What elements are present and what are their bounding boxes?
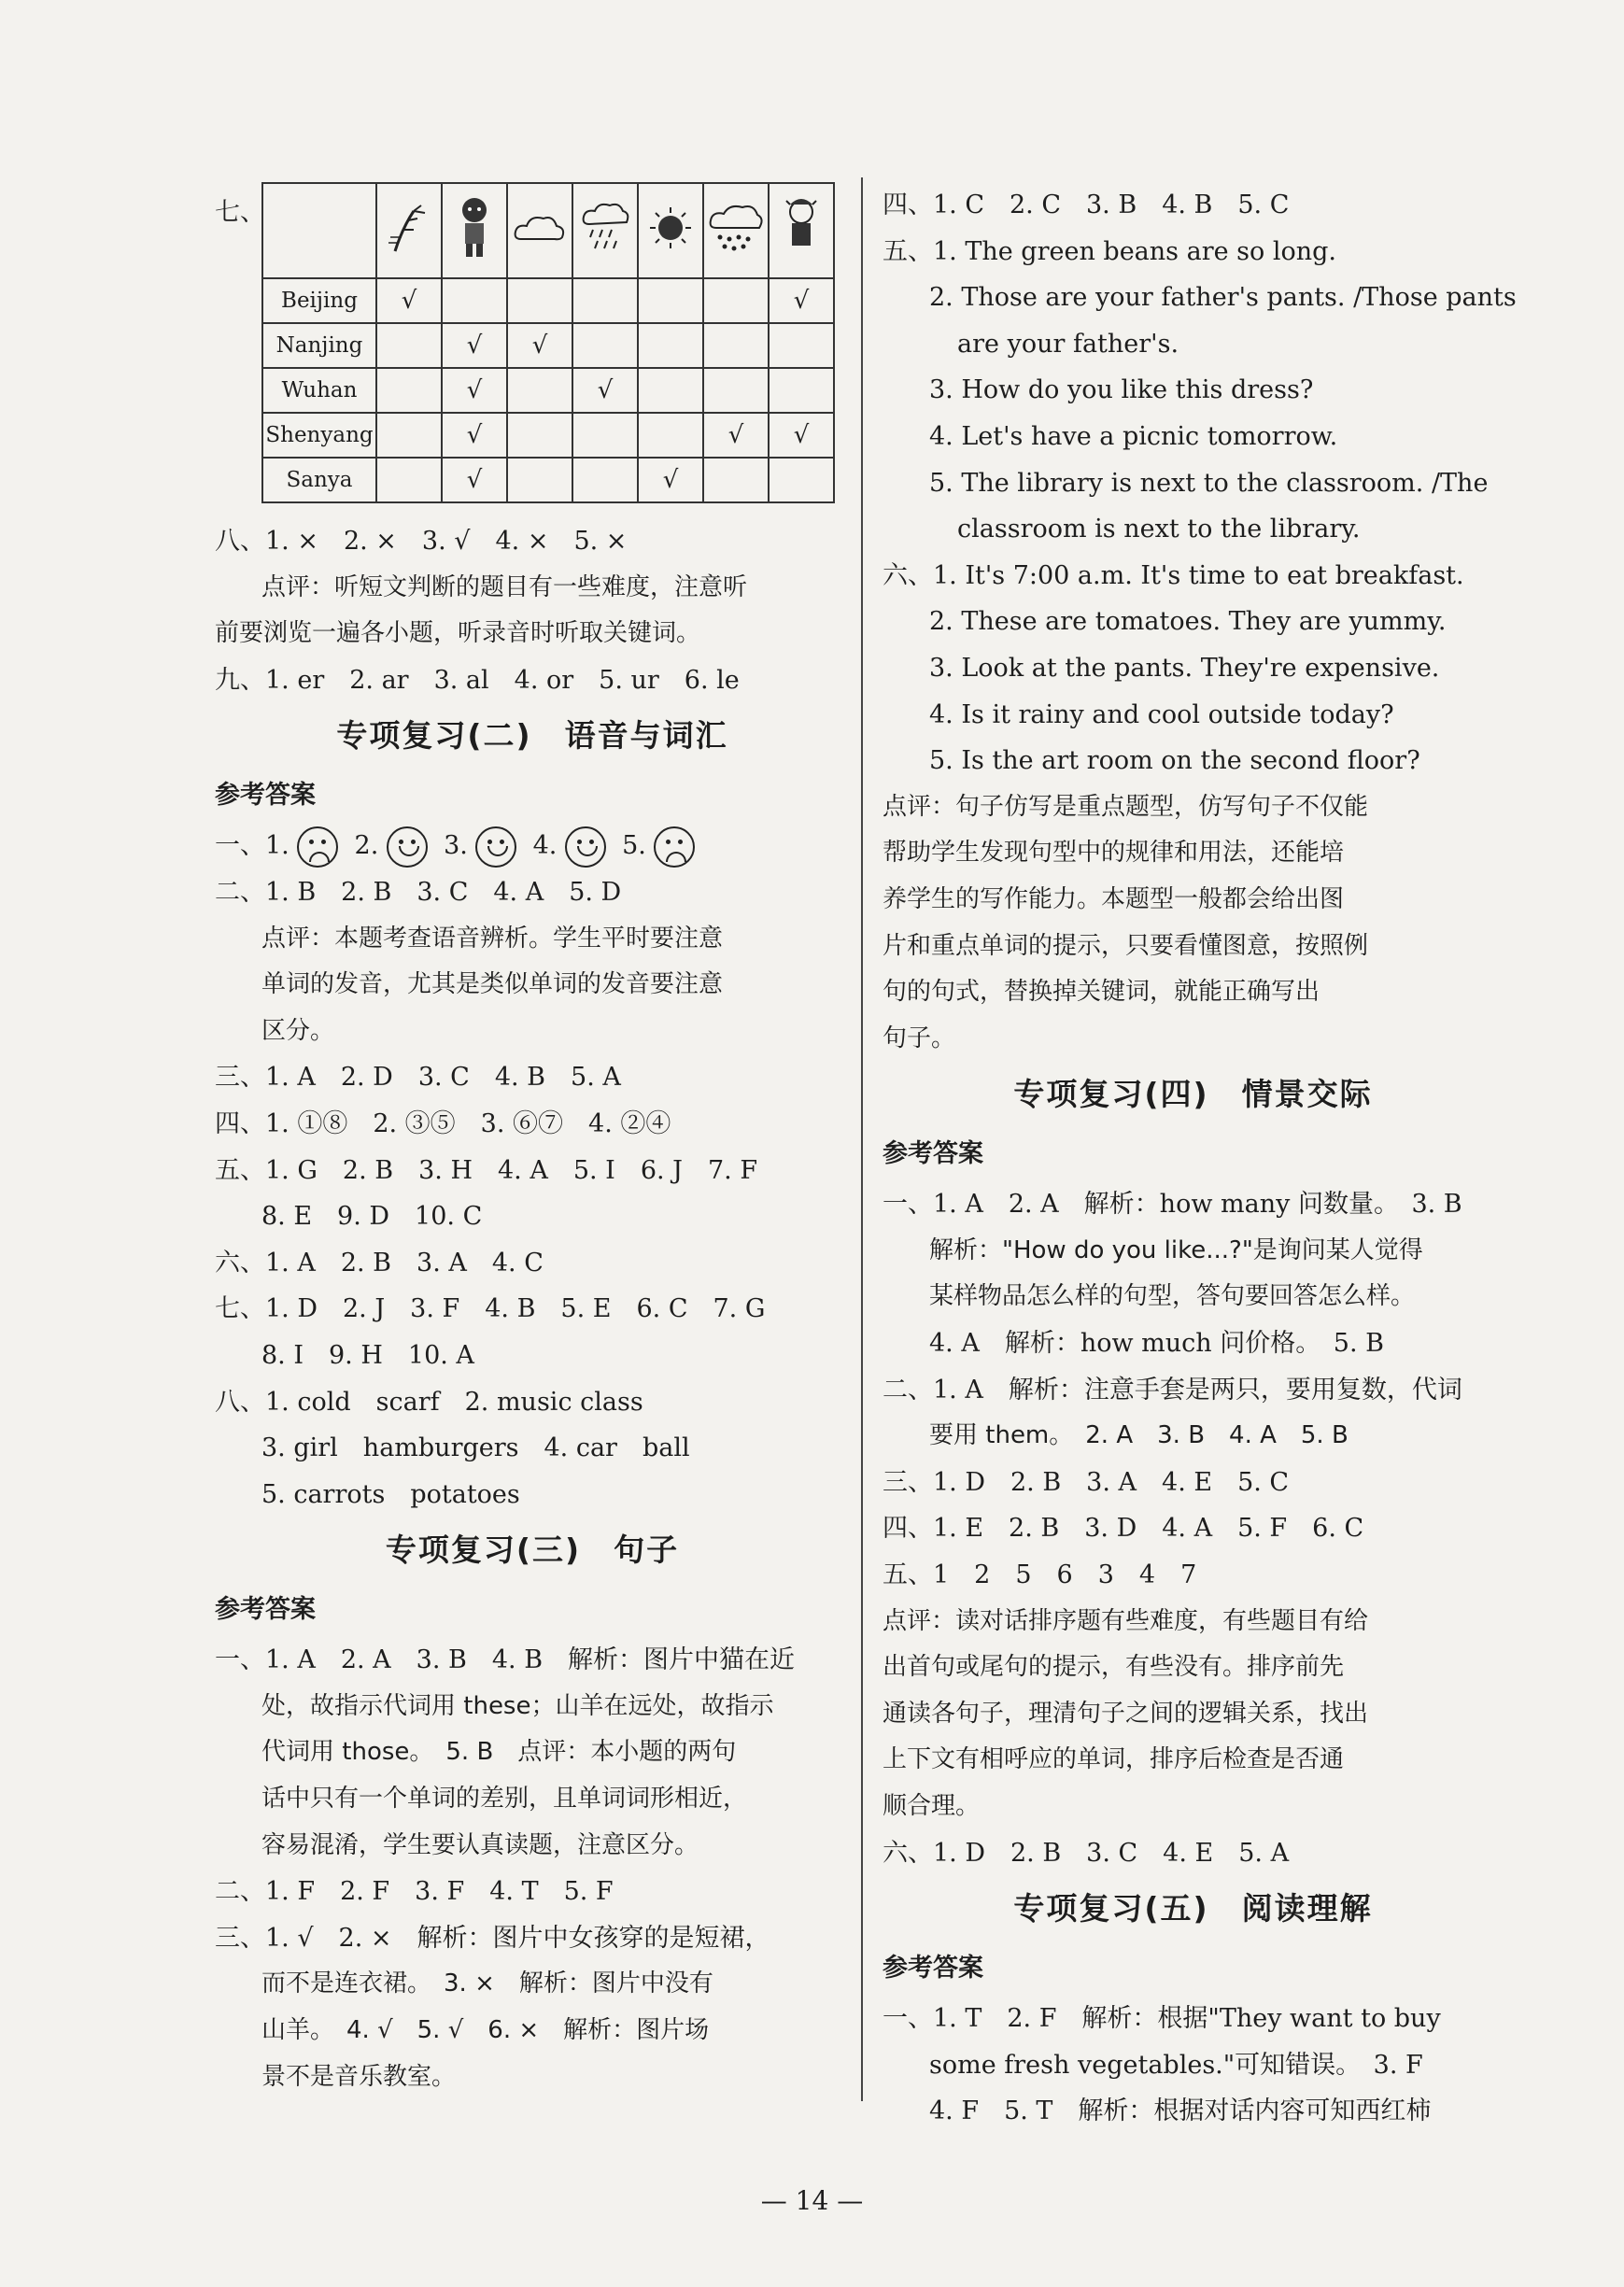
- answer-line: 容易混淆，学生要认真读题，注意区分。: [261, 1830, 699, 1859]
- comment-line: 片和重点单词的提示，只要看懂图意，按照例: [883, 931, 1369, 960]
- answer-line: 8. E 9. D 10. C: [261, 1202, 483, 1232]
- answer-line: 三、1. √ 2. × 解析：图片中女孩穿的是短裙，: [215, 1923, 770, 1953]
- answer-line: 景不是音乐教室。: [261, 2062, 457, 2091]
- answer-line: 解析："How do you like...?"是询问某人觉得: [929, 1235, 1423, 1264]
- reference-answer-label: 参考答案: [215, 1595, 316, 1625]
- table-row: Wuhan √ √: [262, 368, 834, 413]
- comment-line: 帮助学生发现句型中的规律和用法，还能培: [883, 839, 1345, 868]
- answer-line: 八、1. cold scarf 2. music class: [215, 1387, 643, 1417]
- answer-line: are your father's.: [957, 329, 1179, 359]
- answer-line: 六、1. It's 7:00 a.m. It's time to eat breakfast.: [883, 560, 1464, 590]
- table-row: Beijing √ √: [262, 278, 834, 323]
- answer-line-faces: 一、1. 2. 3. 4. 5.: [215, 823, 850, 869]
- answer-line: 3. girl hamburgers 4. car ball: [261, 1433, 690, 1463]
- left-column: [215, 182, 850, 2100]
- section-heading: 专项复习(二) 语音与词汇: [336, 717, 728, 755]
- answer-line: 2. These are tomatoes. They are yummy.: [929, 607, 1447, 637]
- answer-line: classroom is next to the library.: [957, 515, 1361, 544]
- answer-line: 4. Let's have a picnic tomorrow.: [929, 421, 1338, 451]
- answer-line: 一、1. A 2. A 解析：how many 问数量。 3. B: [883, 1190, 1462, 1220]
- rain-icon: [572, 183, 638, 278]
- comment-line: 点评：听短文判断的题目有一些难度，注意听: [261, 572, 748, 601]
- reference-answer-label: 参考答案: [215, 781, 316, 811]
- section-heading: 专项复习(四) 情景交际: [1013, 1076, 1373, 1113]
- smile-face-icon: [387, 826, 428, 868]
- answer-line: 4. Is it rainy and cool outside today?: [929, 699, 1394, 729]
- answer-line: 六、1. D 2. B 3. C 4. E 5. A: [883, 1838, 1290, 1868]
- answer-line: 5. Is the art room on the second floor?: [929, 746, 1420, 776]
- smile-face-icon: [565, 826, 606, 868]
- answer-line: 二、1. B 2. B 3. C 4. A 5. D: [215, 877, 622, 907]
- answer-line: 五、1. G 2. B 3. H 4. A 5. I 6. J 7. F: [215, 1155, 758, 1185]
- comment-line: 区分。: [261, 1016, 335, 1045]
- comment-line: 句的句式，替换掉关键词，就能正确写出: [883, 978, 1320, 1007]
- cloudy-icon: [507, 183, 572, 278]
- answer-line: 要用 them。 2. A 3. B 4. A 5. B: [929, 1421, 1349, 1450]
- answer-line: 五、1 2 5 6 3 4 7: [883, 1560, 1197, 1590]
- comment-line: 点评：读对话排序题有些难度，有些题目有给: [883, 1606, 1369, 1635]
- weather-table: [261, 182, 835, 503]
- answer-line: 四、1. ①⑧ 2. ③⑤ 3. ⑥⑦ 4. ②④: [215, 1108, 671, 1138]
- answer-line: 六、1. A 2. B 3. A 4. C: [215, 1248, 544, 1278]
- snow-icon: [703, 183, 769, 278]
- answer-line: 5. carrots potatoes: [261, 1479, 520, 1509]
- answer-line: 3. How do you like this dress?: [929, 375, 1314, 405]
- sunny-icon: [638, 183, 703, 278]
- answer-line: 三、1. A 2. D 3. C 4. B 5. A: [215, 1063, 621, 1093]
- comment-line: 句子。: [883, 1024, 956, 1052]
- comment-line: 养学生的写作能力。本题型一般都会给出图: [883, 884, 1345, 913]
- answer-line: 二、1. A 解析：注意手套是两只，要用复数，代词: [883, 1375, 1462, 1405]
- answer-line: 4. F 5. T 解析：根据对话内容可知西红柿: [929, 2096, 1432, 2126]
- person-icon: [442, 183, 507, 278]
- answer-line: 4. A 解析：how much 问价格。 5. B: [929, 1329, 1384, 1359]
- answer-line: 2. Those are your father's pants. /Those pants: [929, 283, 1517, 313]
- cold-person-icon: [769, 183, 834, 278]
- table-row: Nanjing √ √: [262, 323, 834, 368]
- answer-line: 五、1. The green beans are so long.: [883, 236, 1337, 266]
- answer-line: 七、1. D 2. J 3. F 4. B 5. E 6. C 7. G: [215, 1294, 766, 1324]
- answer-line: 山羊。 4. √ 5. √ 6. × 解析：图片场: [261, 2016, 710, 2045]
- answer-line: 5. The library is next to the classroom. /The: [929, 468, 1489, 498]
- windy-icon: [376, 183, 442, 278]
- answer-line: 一、1. T 2. F 解析：根据"They want to buy: [883, 2004, 1441, 2034]
- answer-line: 四、1. E 2. B 3. D 4. A 5. F 6. C: [883, 1514, 1364, 1544]
- table-row: Shenyang √ √ √: [262, 413, 834, 458]
- table-header-row: [262, 183, 834, 278]
- sad-face-icon: [297, 826, 338, 868]
- comment-line: 顺合理。: [883, 1792, 981, 1820]
- comment-line: 通读各句子，理清句子之间的逻辑关系，找出: [883, 1699, 1369, 1728]
- answer-line: 四、1. C 2. C 3. B 4. B 5. C: [883, 191, 1290, 219]
- weather-table-block: [215, 182, 850, 518]
- sad-face-icon: [654, 826, 695, 868]
- answer-line: 话中只有一个单词的差别，且单词词形相近，: [261, 1785, 748, 1814]
- comment-line: 前要浏览一遍各小题，听录音时听取关键词。: [215, 619, 701, 648]
- comment-line: 单词的发音，尤其是类似单词的发音要注意: [261, 970, 724, 999]
- answer-line: 九、1. er 2. ar 3. al 4. or 5. ur 6. le: [215, 665, 740, 695]
- answer-line: 处，故指示代词用 these；山羊在远处，故指示: [261, 1691, 774, 1720]
- comment-line: 点评：句子仿写是重点题型，仿写句子不仅能: [883, 792, 1369, 821]
- section-heading: 专项复习(三) 句子: [385, 1532, 680, 1569]
- smile-face-icon: [475, 826, 516, 868]
- right-column: [883, 182, 1517, 2135]
- table-row: Sanya √ √: [262, 458, 834, 502]
- answer-line: 代词用 those。 5. B 点评：本小题的两句: [261, 1738, 737, 1767]
- section-heading: 专项复习(五) 阅读理解: [1013, 1890, 1373, 1927]
- answer-line: 3. Look at the pants. They're expensive.: [929, 653, 1440, 683]
- answer-line: 一、1. A 2. A 3. B 4. B 解析：图片中猫在近: [215, 1645, 796, 1675]
- column-divider: [861, 177, 863, 2101]
- reference-answer-label: 参考答案: [883, 1139, 983, 1169]
- comment-line: 点评：本题考查语音辨析。学生平时要注意: [261, 924, 724, 953]
- answer-line: 而不是连衣裙。 3. × 解析：图片中没有: [261, 1969, 713, 1998]
- page-number: — 14 —: [760, 2185, 864, 2216]
- answer-line: 三、1. D 2. B 3. A 4. E 5. C: [883, 1467, 1290, 1497]
- answer-line: 二、1. F 2. F 3. F 4. T 5. F: [215, 1877, 614, 1907]
- answer-line: 八、1. × 2. × 3. √ 4. × 5. ×: [215, 527, 628, 556]
- comment-line: 上下文有相呼应的单词，排序后检查是否通: [883, 1745, 1345, 1774]
- answer-line: some fresh vegetables."可知错误。 3. F: [929, 2050, 1423, 2080]
- comment-line: 出首句或尾句的提示，有些没有。排序前先: [883, 1653, 1345, 1682]
- question-label-7: 七、: [215, 198, 265, 227]
- reference-answer-label: 参考答案: [883, 1954, 983, 1983]
- answer-line: 某样物品怎么样的句型，答句要回答怎么样。: [929, 1282, 1416, 1311]
- answer-line: 8. I 9. H 10. A: [261, 1340, 474, 1370]
